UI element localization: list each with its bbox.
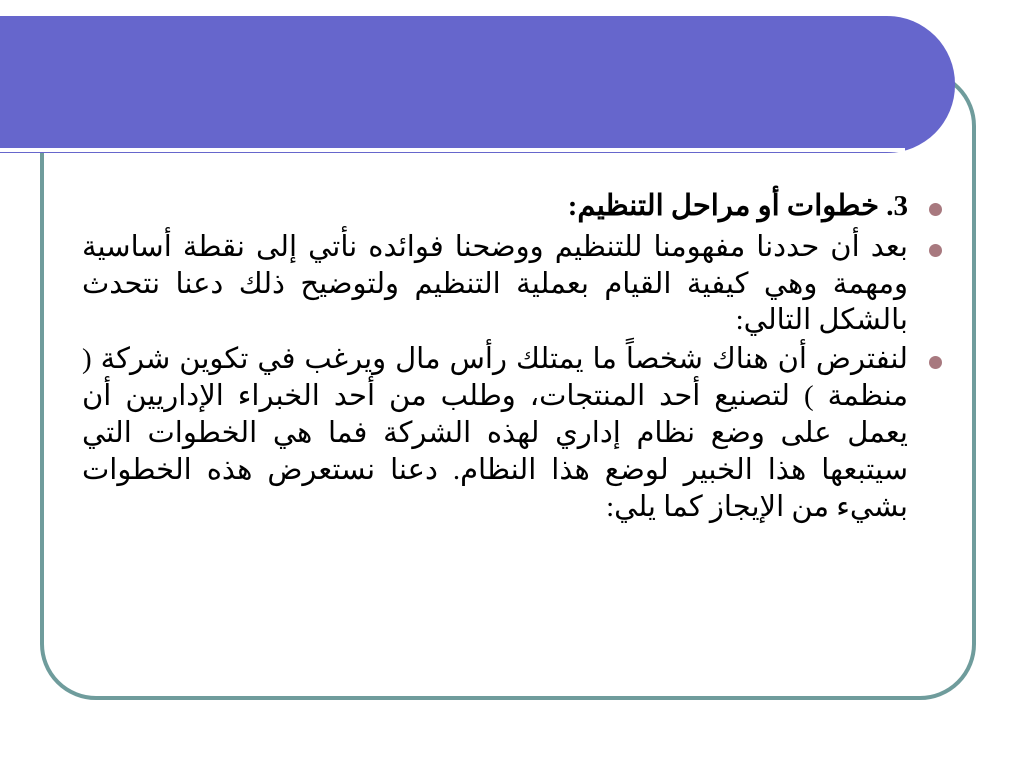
bullet-text: 3. خطوات أو مراحل التنظيم: <box>567 190 908 222</box>
bullet-dot-icon <box>929 203 942 216</box>
bullet-list <box>82 188 944 525</box>
banner-divider-line <box>0 148 905 152</box>
bullet-item-heading <box>82 188 944 225</box>
bullet-text: لنفترض أن هناك شخصاً ما يمتلك رأس مال ويرغب في تكوين شركة ( منظمة ) لتصنيع أحد المنتجات، وطلب من أحد الخبراء الإداريين أن يعمل على وضع نظام إداري لهذه الشركة فما هي الخطوات التي سيتبعها هذا الخبير لوضع هذا النظام. دعنا نستعرض هذه الخطوات بشيء من الإيجاز كما يلي: <box>82 343 908 523</box>
bullet-item <box>82 229 944 339</box>
bullet-item <box>82 341 944 525</box>
title-banner <box>0 16 955 153</box>
bullet-dot-icon <box>929 356 942 369</box>
bullet-text: بعد أن حددنا مفهومنا للتنظيم ووضحنا فوائده نأتي إلى نقطة أساسية ومهمة وهي كيفية القيام بعملية التنظيم ولتوضيح ذلك دعنا نتحدث بالشكل التالي: <box>82 230 908 337</box>
slide-content <box>82 188 944 527</box>
bullet-dot-icon <box>929 244 942 257</box>
